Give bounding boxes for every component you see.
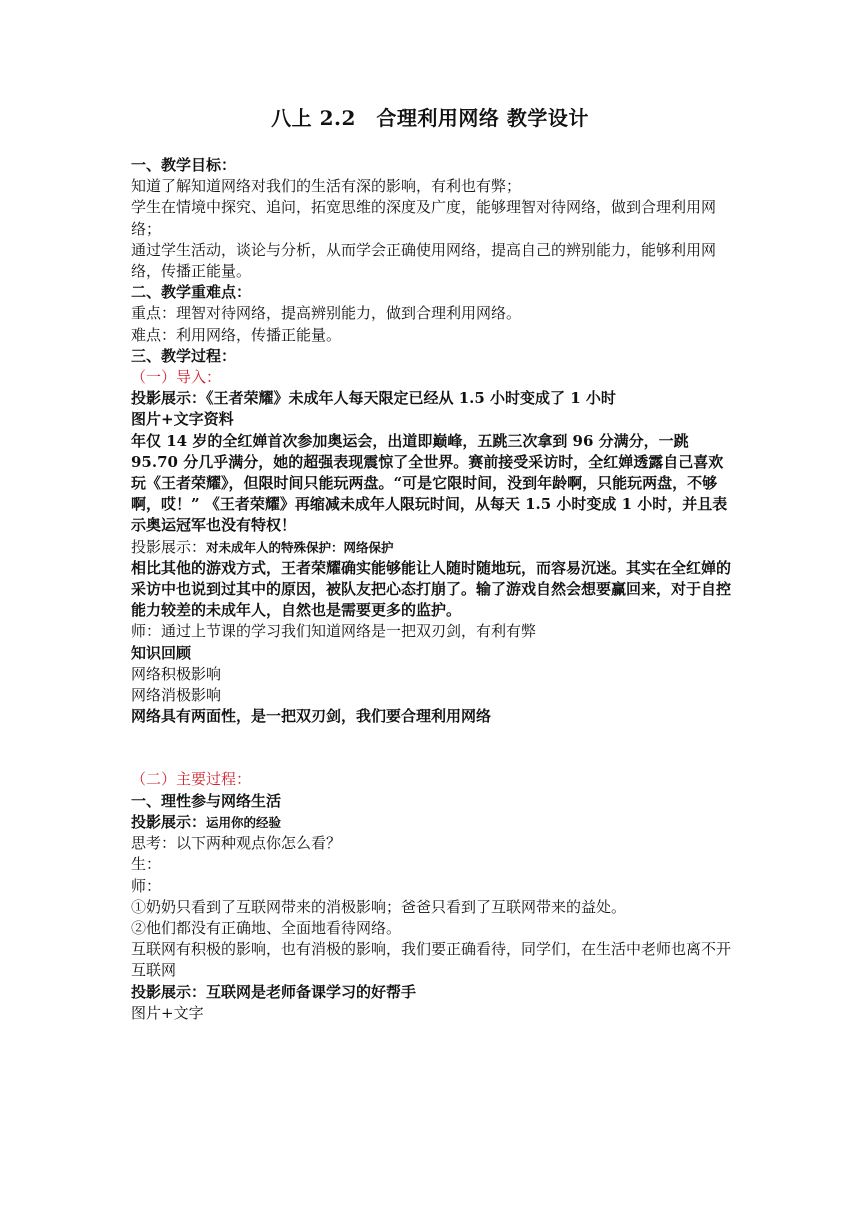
spacer — [131, 727, 731, 769]
projection-line — [131, 537, 731, 558]
objective-item: 知道了解知道网络对我们的生活有深的影响，有利也有弊； — [131, 177, 522, 196]
projection-text: 互联网是老师备课学习的好帮手 — [206, 982, 417, 1001]
point-item: ②他们都没有正确地、全面地看待网络。 — [131, 918, 402, 937]
keypoints-heading: 二、教学重难点： — [131, 283, 252, 302]
review-heading: 知识回顾 — [131, 643, 192, 662]
conclusion-paragraph: 互联网有积极的影响，也有消极的影响，我们要正确看待，同学们，在生活中老师也离不开互联网 — [131, 940, 732, 980]
student-line: 生： — [131, 855, 162, 874]
picture-label: 图片+文字 — [131, 1003, 204, 1022]
projection-label: 投影展示： — [131, 982, 207, 1001]
projection-label: 投影展示： — [131, 537, 207, 556]
summary-line: 网络具有两面性，是一把双刃剑，我们要合理利用网络 — [131, 707, 492, 726]
objectives-heading: 一、教学目标： — [131, 156, 237, 174]
story-paragraph: 年仅 14 岁的全红婵首次参加奥运会，出道即巅峰，五跳三次拿到 96 分满分，一跳 95.70 分几乎满分，她的超强表现震惊了全世界。赛前接受采访时，全红婵透露自己喜欢玩《王者荣耀》，但限时间只能玩两盘。“可是它限时间，没到年龄啊，只能玩两盘，不够啊，哎！” 《王者荣耀》再缩减未成年人限玩时间，从每天 1.5 小时变成 1 小时，并且表示奥运冠军也没有特权！ — [131, 431, 728, 535]
negative-impact: 网络消极影响 — [131, 686, 222, 705]
think-line: 思考：以下两种观点你怎么看？ — [131, 834, 342, 853]
material-label: 图片+文字资料 — [131, 410, 234, 429]
teacher-line: 师： — [131, 876, 162, 895]
document-title: 八上 2.2 合理利用网络 教学设计 — [271, 106, 589, 130]
document-body — [131, 155, 731, 1024]
point-item: ①奶奶只看到了互联网带来的消极影响；爸爸只看到了互联网带来的益处。 — [131, 897, 627, 916]
intro-heading: （一）导入： — [131, 368, 222, 387]
projection-text: 运用你的经验 — [206, 814, 282, 830]
key-point: 重点：理智对待网络，提高辨别能力，做到合理利用网络。 — [131, 304, 522, 323]
process-heading: 三、教学过程： — [131, 346, 237, 365]
section-heading: 一、理性参与网络生活 — [131, 791, 282, 810]
teacher-line: 师：通过上节课的学习我们知道网络是一把双刃剑，有利有弊 — [131, 622, 537, 641]
main-heading: （二）主要过程： — [131, 770, 252, 789]
objective-item: 学生在情境中探究、追问，拓宽思维的深度及广度，能够理智对待网络，做到合理利用网络； — [131, 198, 717, 238]
projection-text: 对未成年人的特殊保护：网络保护 — [206, 539, 394, 555]
projection-label: 投影展示： — [131, 812, 207, 831]
positive-impact: 网络积极影响 — [131, 664, 222, 683]
difficult-point: 难点：利用网络，传播正能量。 — [131, 325, 342, 344]
projection-line — [131, 982, 731, 1003]
projection-line: 投影展示：《王者荣耀》未成年人每天限定已经从 1.5 小时变成了 1 小时 — [131, 389, 616, 408]
projection-line — [131, 812, 731, 833]
analysis-paragraph: 相比其他的游戏方式，王者荣耀确实能够能让人随时随地玩，而容易沉迷。其实在全红婵的采访中也说到过其中的原因，被队友把心态打崩了。输了游戏自然会想要赢回来，对于自控能力较差的未成年人，自然也是需要更多的监护。 — [131, 558, 732, 620]
objective-item: 通过学生活动，谈论与分析，从而学会正确使用网络，提高自己的辨别能力，能够利用网络，传播正能量。 — [131, 240, 717, 281]
